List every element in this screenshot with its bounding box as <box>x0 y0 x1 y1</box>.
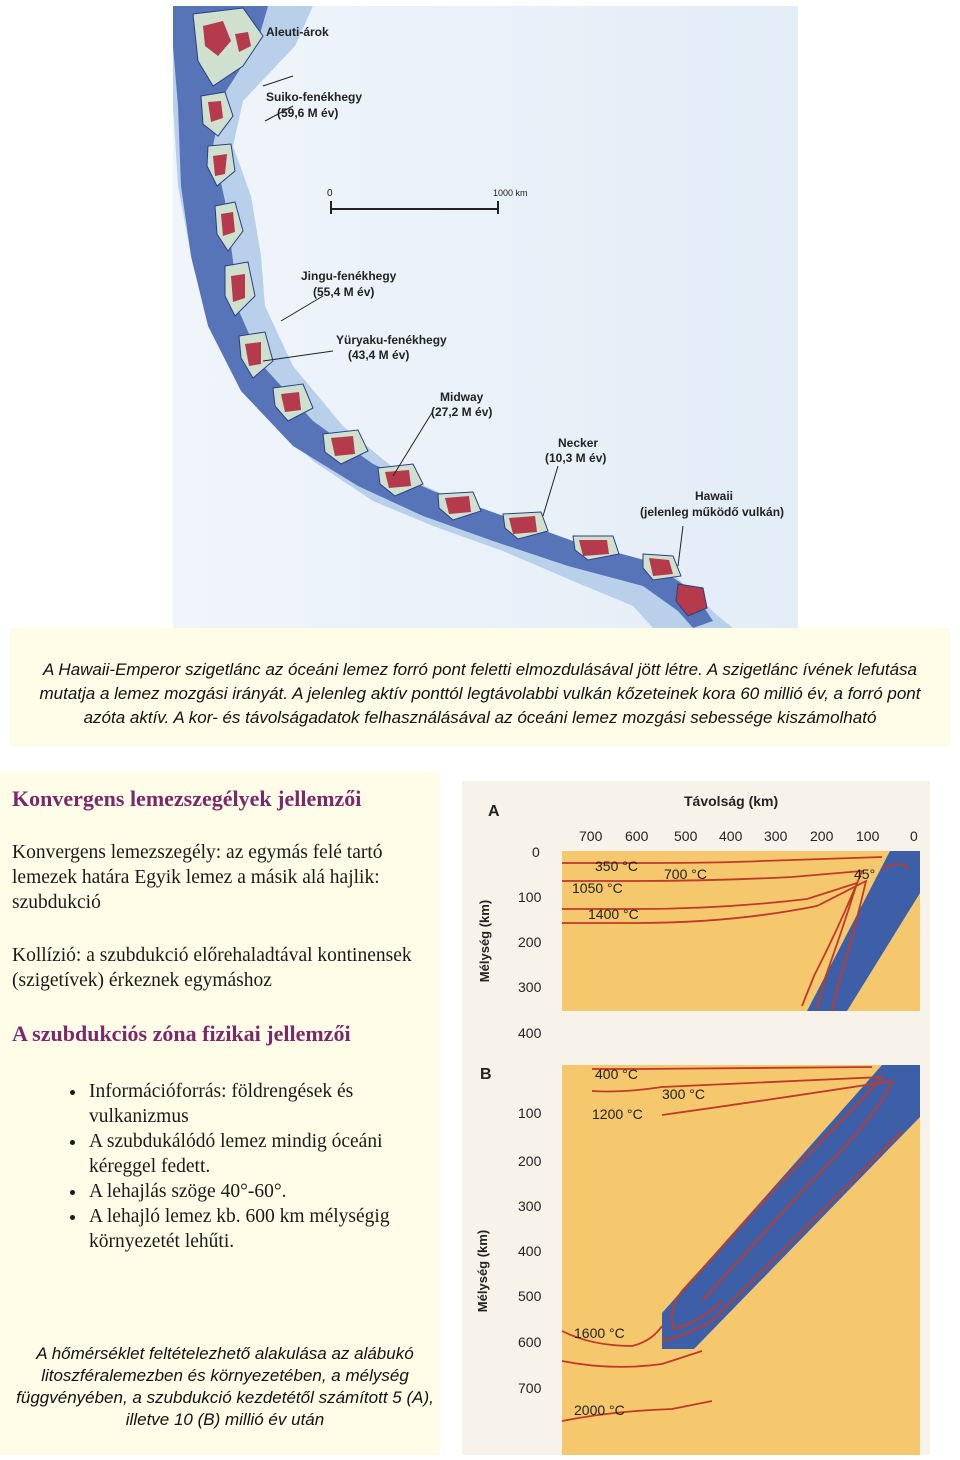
map-svg <box>173 6 798 628</box>
panel-a-y-tick: 0 <box>532 844 540 860</box>
panel-b-y-tick: 300 <box>518 1198 542 1214</box>
list-item: • A lehajló lemez kb. 600 km mélységig környezetét lehűti. <box>87 1204 428 1254</box>
map-label-suiko-age: (59,6 M év) <box>277 106 339 120</box>
map-label-midway-age: (27,2 M év) <box>431 405 493 419</box>
panel-a-x-tick: 500 <box>674 828 698 844</box>
panel-a-temp-1050: 1050 °C <box>572 880 623 896</box>
scale-end-label: 1000 km <box>493 188 528 198</box>
panel-b-temp-2000: 2000 °C <box>574 1402 625 1418</box>
panel-b-y-tick: 600 <box>518 1334 542 1350</box>
panel-a-temp-350: 350 °C <box>595 858 638 874</box>
hawaii-emperor-map <box>173 6 798 628</box>
convergent-boundaries-panel <box>0 772 440 1455</box>
panel-a-angle: 45° <box>854 866 876 882</box>
panel-a-x-tick: 200 <box>810 828 834 844</box>
panel-a-y-tick: 300 <box>518 979 542 995</box>
map-label-midway: Midway <box>440 390 484 404</box>
map-caption: A Hawaii-Emperor szigetlánc az óceáni lemez forró pont feletti elmozdulásával jött létre. A szigetlánc ívének lefutása mutatja a lemez mozgási irányát. A jelenleg aktív ponttól legtávolabbi vulkán kőzeteinek kora 60 millió év, a forró pont azóta aktív. A kor- és távolságadatok felhasználásával az óceáni lemez mozgási sebessége kiszámolható <box>10 628 950 746</box>
map-label-suiko: Suiko-fenékhegy <box>266 90 363 104</box>
map-label-yuryaku: Yüryaku-fenékhegy <box>336 333 447 347</box>
panel-b-temp-300: 300 °C <box>662 1086 705 1102</box>
panel-b-temp-400: 400 °C <box>595 1066 638 1082</box>
map-label-jingu-age: (55,4 M év) <box>313 285 375 299</box>
panel-b-temp-1200: 1200 °C <box>592 1106 643 1122</box>
panel-b-y-tick: 700 <box>518 1380 542 1396</box>
panel-a-y-tick: 200 <box>518 934 542 950</box>
panel-a-temp-1400: 1400 °C <box>588 906 639 922</box>
scale-start-label: 0 <box>327 188 333 199</box>
para-convergent-definition: Konvergens lemezszegély: az egymás felé tartó lemezek határa Egyik lemez a másik alá hajlik: szubdukció <box>12 842 383 913</box>
panel-a-y-title: Mélység (km) <box>477 899 492 983</box>
panel-b-y-tick: 400 <box>518 1243 542 1259</box>
heading-convergent-boundaries: Konvergens lemezszegélyek jellemzői <box>12 786 362 811</box>
panel-b-temp-1600: 1600 °C <box>574 1325 625 1341</box>
map-label-hawaii-note: (jelenleg működő vulkán) <box>640 505 785 519</box>
diagram-caption: A hőmérséklet feltételezhető alakulása az alábukó litoszféralemezben és környezetében, a mélység függvényében, a szubdukció kezdetétől számított 5 (A), illetve 10 (B) millió év után <box>16 1344 434 1429</box>
panel-b-y-title: Mélység (km) <box>475 1229 490 1313</box>
panel-b-y-tick: 100 <box>518 1105 542 1121</box>
list-item: • A szubdukálódó lemez mindig óceáni kéreggel fedett. <box>87 1129 428 1179</box>
panel-a-y-tick: 100 <box>518 889 542 905</box>
map-label-necker-age: (10,3 M év) <box>545 451 607 465</box>
panel-a-y-tick: 400 <box>518 1025 542 1041</box>
panel-b-y-tick: 200 <box>518 1153 542 1169</box>
panel-a-x-title: Távolság (km) <box>684 793 779 809</box>
para-collision: Kollízió: a szubdukció előrehaladtával kontinensek (szigetívek) érkeznek egymáshoz <box>12 945 412 991</box>
panel-a-x-tick: 0 <box>910 828 918 844</box>
panel-b-letter: B <box>480 1066 492 1083</box>
map-label-hawaii: Hawaii <box>695 489 734 503</box>
panel-a-letter: A <box>488 803 500 820</box>
list-item: • A lehajlás szöge 40°-60°. <box>87 1179 428 1204</box>
map-label-jingu: Jingu-fenékhegy <box>301 269 397 283</box>
list-item: • Információforrás: földrengések és vulkanizmus <box>87 1079 428 1129</box>
map-label-aleuti: Aleuti-árok <box>266 25 329 39</box>
panel-a-x-tick: 300 <box>764 828 788 844</box>
subduction-facts-list <box>12 1079 428 1254</box>
panel-a-x-tick: 100 <box>856 828 880 844</box>
panel-a-x-tick: 600 <box>625 828 649 844</box>
panel-b-y-tick: 500 <box>518 1288 542 1304</box>
panel-a-x-tick: 700 <box>579 828 603 844</box>
diagram-svg <box>462 781 930 1455</box>
map-label-necker: Necker <box>558 436 599 450</box>
panel-a-x-tick: 400 <box>719 828 743 844</box>
subduction-temperature-diagram <box>462 781 930 1455</box>
panel-a-temp-700: 700 °C <box>664 866 707 882</box>
heading-subduction-physics: A szubdukciós zóna fizikai jellemzői <box>12 1021 351 1046</box>
map-label-yuryaku-age: (43,4 M év) <box>348 348 410 362</box>
